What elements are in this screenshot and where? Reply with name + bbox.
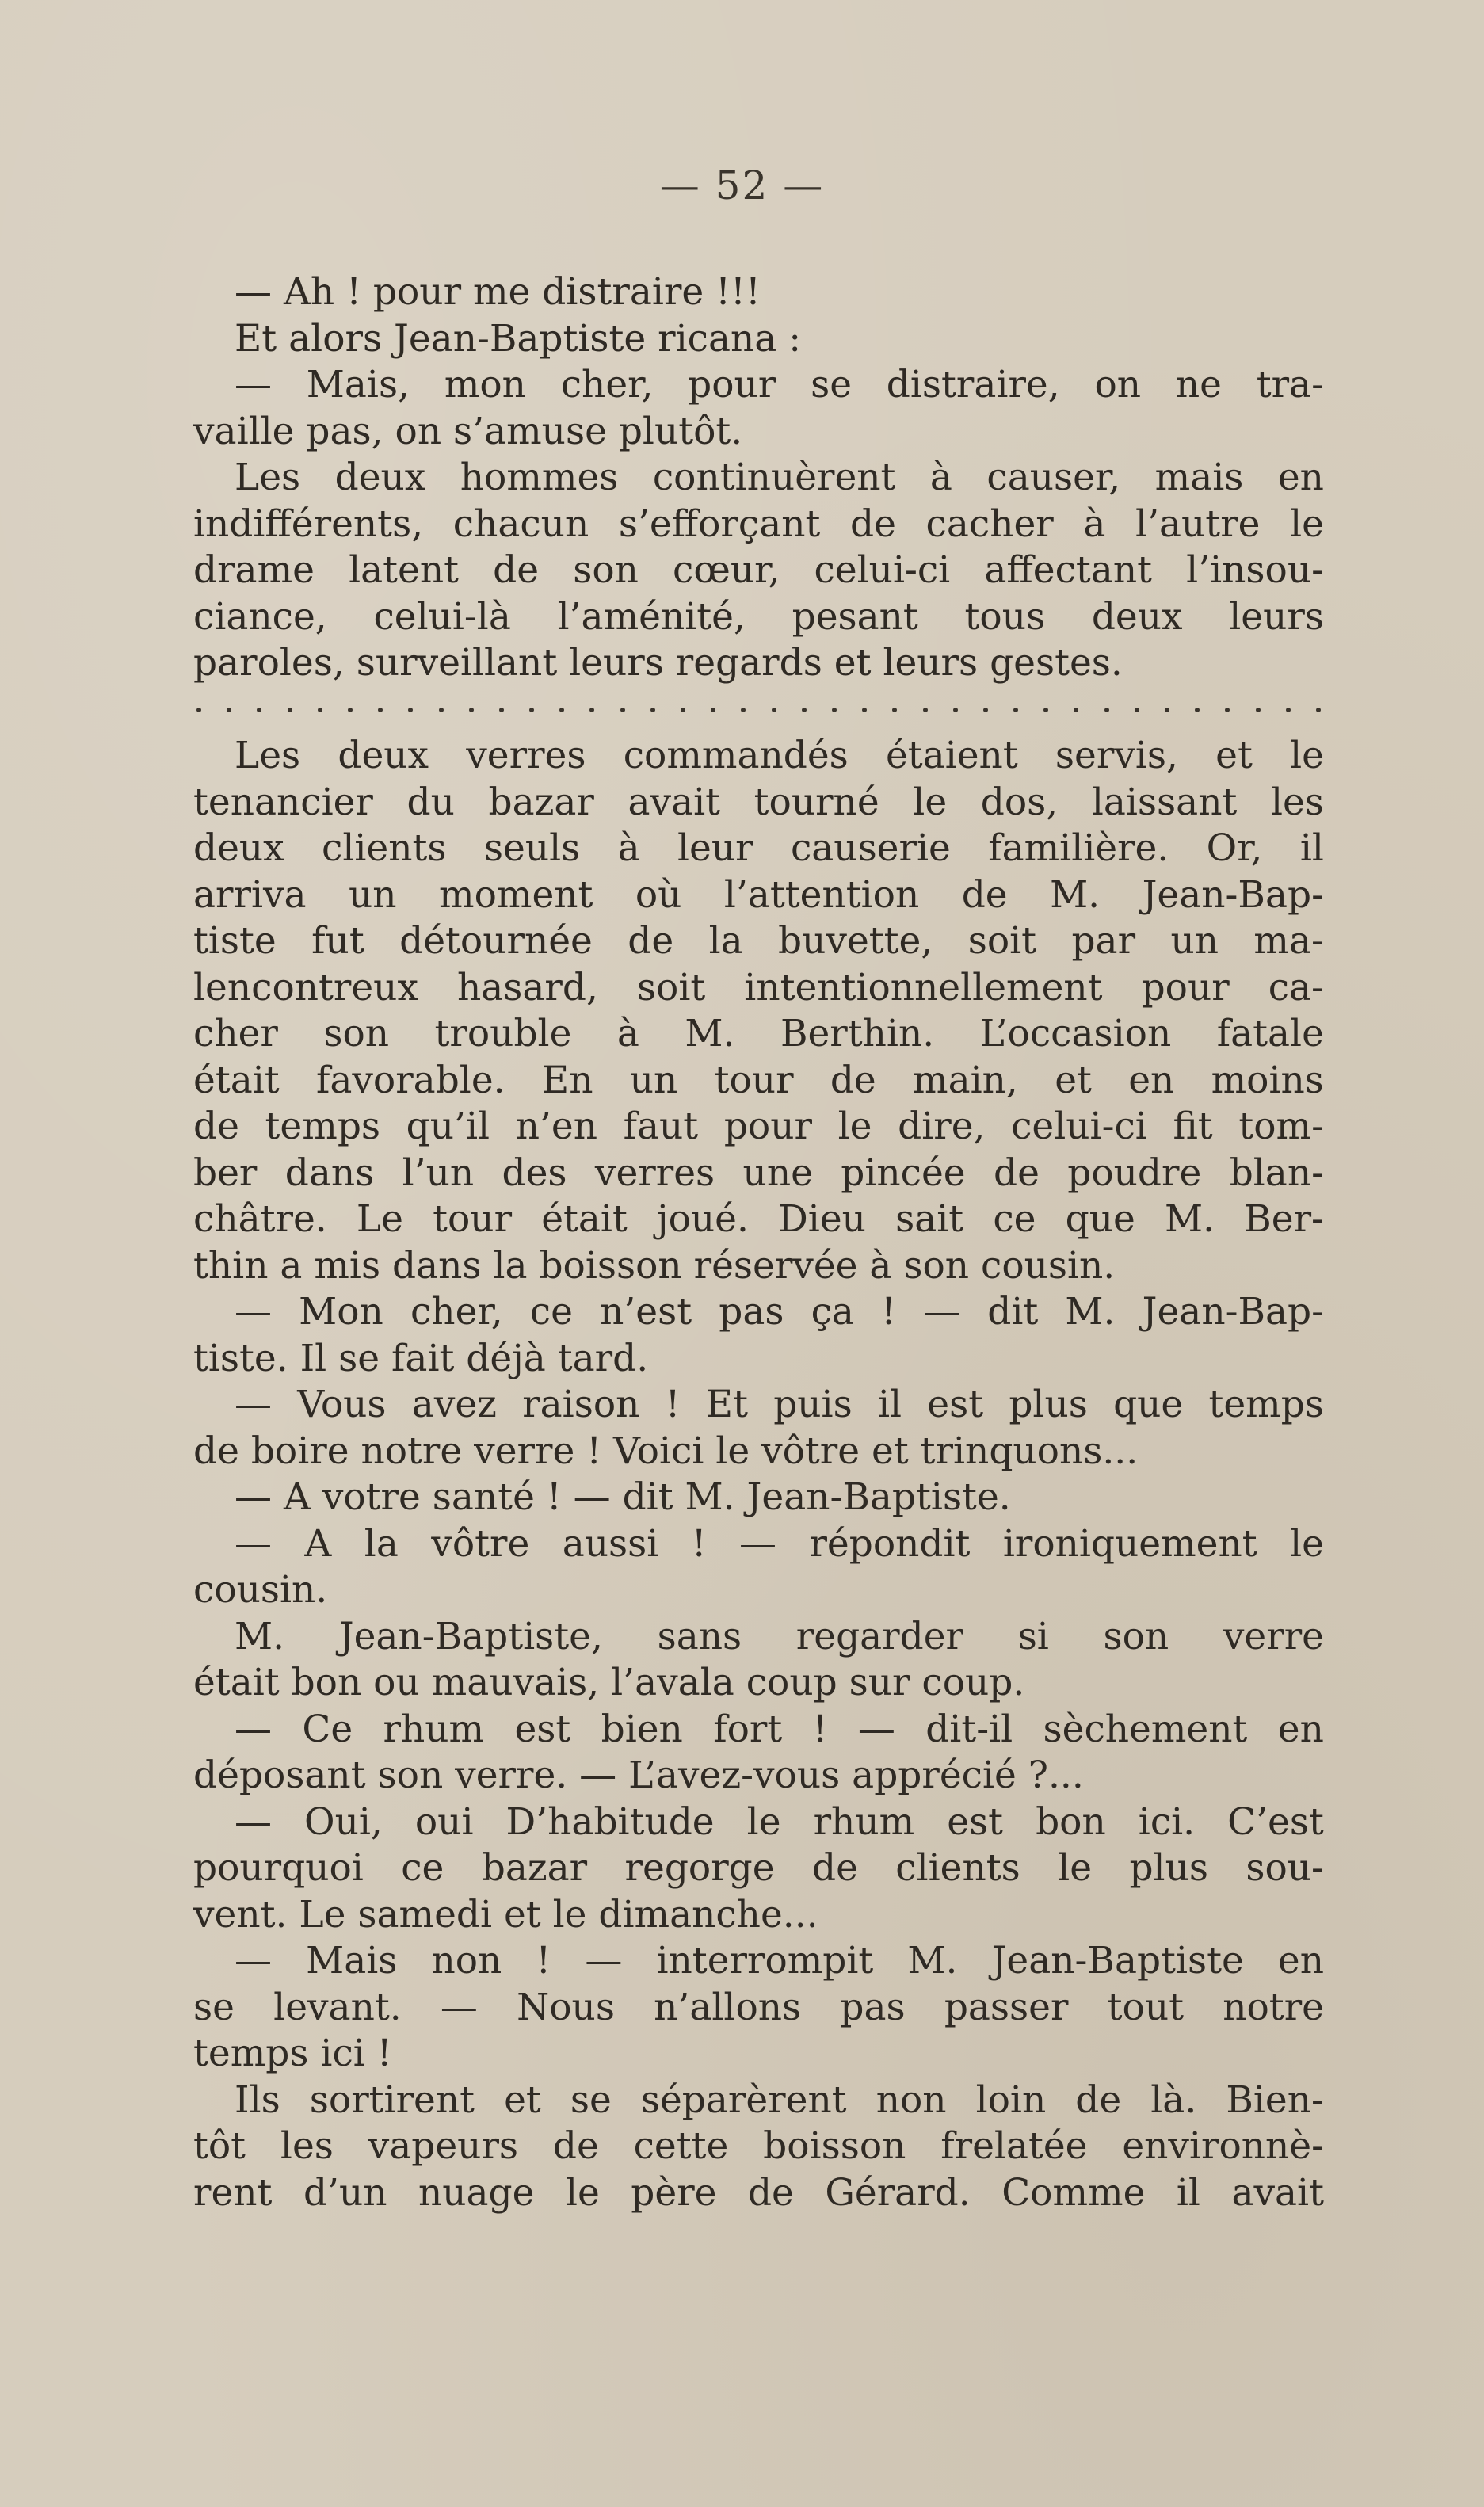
text-line: thin a mis dans la boisson réservée à son cousin. [193,1243,1116,1288]
text-line: — Ce rhum est bien fort ! — dit-il sèchement en [235,1707,1324,1751]
text-line: Les deux hommes continuèrent à causer, mais en [235,456,1324,499]
section-dot [439,708,444,712]
section-dot [1256,708,1261,712]
text-line: — Ah ! pour me distraire !!! [235,270,761,314]
text-line: deux clients seuls à leur causerie familière. Or, il [193,826,1324,870]
section-dot [196,708,201,712]
text-body [193,269,1324,2216]
text-line: Ils sortirent et se séparèrent non loin de là. Bien- [235,2078,1324,2122]
text-line: indifférents, chacun s’efforçant de cacher à l’autre le [193,502,1324,546]
section-dot [772,708,776,712]
text-line: déposant son verre. — L’avez-vous apprécié ?... [193,1753,1084,1797]
section-dot [348,708,353,712]
section-dot [227,708,231,712]
text-line: Et alors Jean-Baptiste ricana : [235,316,802,361]
section-dot [408,708,413,712]
section-dot [257,708,261,712]
text-line: tôt les vapeurs de cette boisson frelatée environnè- [193,2124,1324,2168]
text-line: tenancier du bazar avait tourné le dos, laissant les [193,780,1324,824]
section-dot [1104,708,1109,712]
text-line: arriva un moment où l’attention de M. Jean-Bap- [193,872,1324,917]
section-dot [589,708,594,712]
section-dot [862,708,867,712]
text-line: cher son trouble à M. Berthin. L’occasion fatale [193,1012,1324,1055]
section-dot [1225,708,1230,712]
section-dot [650,708,655,712]
section-dot [923,708,928,712]
page-number: — 52 — [659,162,825,208]
section-dot [378,708,383,712]
text-line: drame latent de son cœur, celui-ci affectant l’insou- [193,548,1324,592]
section-dot [318,708,322,712]
text-line: — A la vôtre aussi ! — répondit ironiquement le [235,1521,1324,1566]
text-line: — Oui, oui D’habitude le rhum est bon ici. C’est [235,1799,1324,1844]
text-line: de boire notre verre ! Voici le vôtre et trinquons... [193,1429,1139,1473]
text-line: — A votre santé ! — dit M. Jean-Baptiste. [235,1475,1011,1519]
section-dot [832,708,837,712]
text-line: lencontreux hasard, soit intentionnellement pour ca- [193,965,1324,1009]
section-dot [1165,708,1169,712]
text-line: était favorable. En un tour de main, et en moins [193,1058,1324,1102]
section-dot [711,708,715,712]
text-line: — Mon cher, ce n’est pas ça ! — dit M. Jean-Bap- [235,1290,1324,1334]
section-break-dots [193,687,1324,734]
text-line: châtre. Le tour était joué. Dieu sait ce que M. Ber- [193,1197,1324,1241]
section-dot [1074,708,1078,712]
section-dot [529,708,534,712]
text-line: se levant. — Nous n’allons pas passer tout notre [193,1985,1324,2029]
text-line: Les deux verres commandés étaient servis, et le [235,734,1324,777]
section-dot [741,708,746,712]
section-dot [288,708,292,712]
section-dot [499,708,504,712]
section-dot [953,708,958,712]
text-line: — Mais non ! — interrompit M. Jean-Baptiste en [235,1939,1324,1982]
text-line: ciance, celui-là l’aménité, pesant tous deux leurs [193,594,1324,639]
section-dot [620,708,625,712]
section-dot [1316,708,1321,712]
section-dot [1013,708,1018,712]
section-dot [681,708,685,712]
text-line: cousin. [193,1568,328,1612]
text-line: pourquoi ce bazar regorge de clients le plus sou- [193,1846,1324,1890]
text-line: temps ici ! [193,2032,392,2075]
text-line: rent d’un nuage le père de Gérard. Comme il avait [193,2170,1324,2215]
section-dot [1135,708,1139,712]
section-dot [469,708,474,712]
text-line: M. Jean-Baptiste, sans regarder si son verre [235,1614,1324,1658]
text-line: ber dans l’un des verres une pincée de poudre blan- [193,1150,1324,1195]
section-dot [892,708,897,712]
text-line: paroles, surveillant leurs regards et leurs gestes. [193,641,1123,685]
section-dot [983,708,988,712]
section-dot [1195,708,1200,712]
text-line: tiste. Il se fait déjà tard. [193,1336,649,1380]
text-line: était bon ou mauvais, l’avala coup sur coup. [193,1661,1025,1704]
text-line: tiste fut détournée de la buvette, soit par un ma- [193,919,1324,963]
text-line: vent. Le samedi et le dimanche... [193,1892,818,1937]
section-dot [802,708,807,712]
text-line: — Vous avez raison ! Et puis il est plus que temps [235,1383,1324,1426]
section-dot [1286,708,1291,712]
section-dot [559,708,564,712]
text-line: — Mais, mon cher, pour se distraire, on ne tra- [235,363,1324,406]
text-line: de temps qu’il n’en faut pour le dire, celui-ci fit tom- [193,1105,1324,1148]
section-dot [1043,708,1048,712]
text-line: vaille pas, on s’amuse plutôt. [193,409,743,453]
